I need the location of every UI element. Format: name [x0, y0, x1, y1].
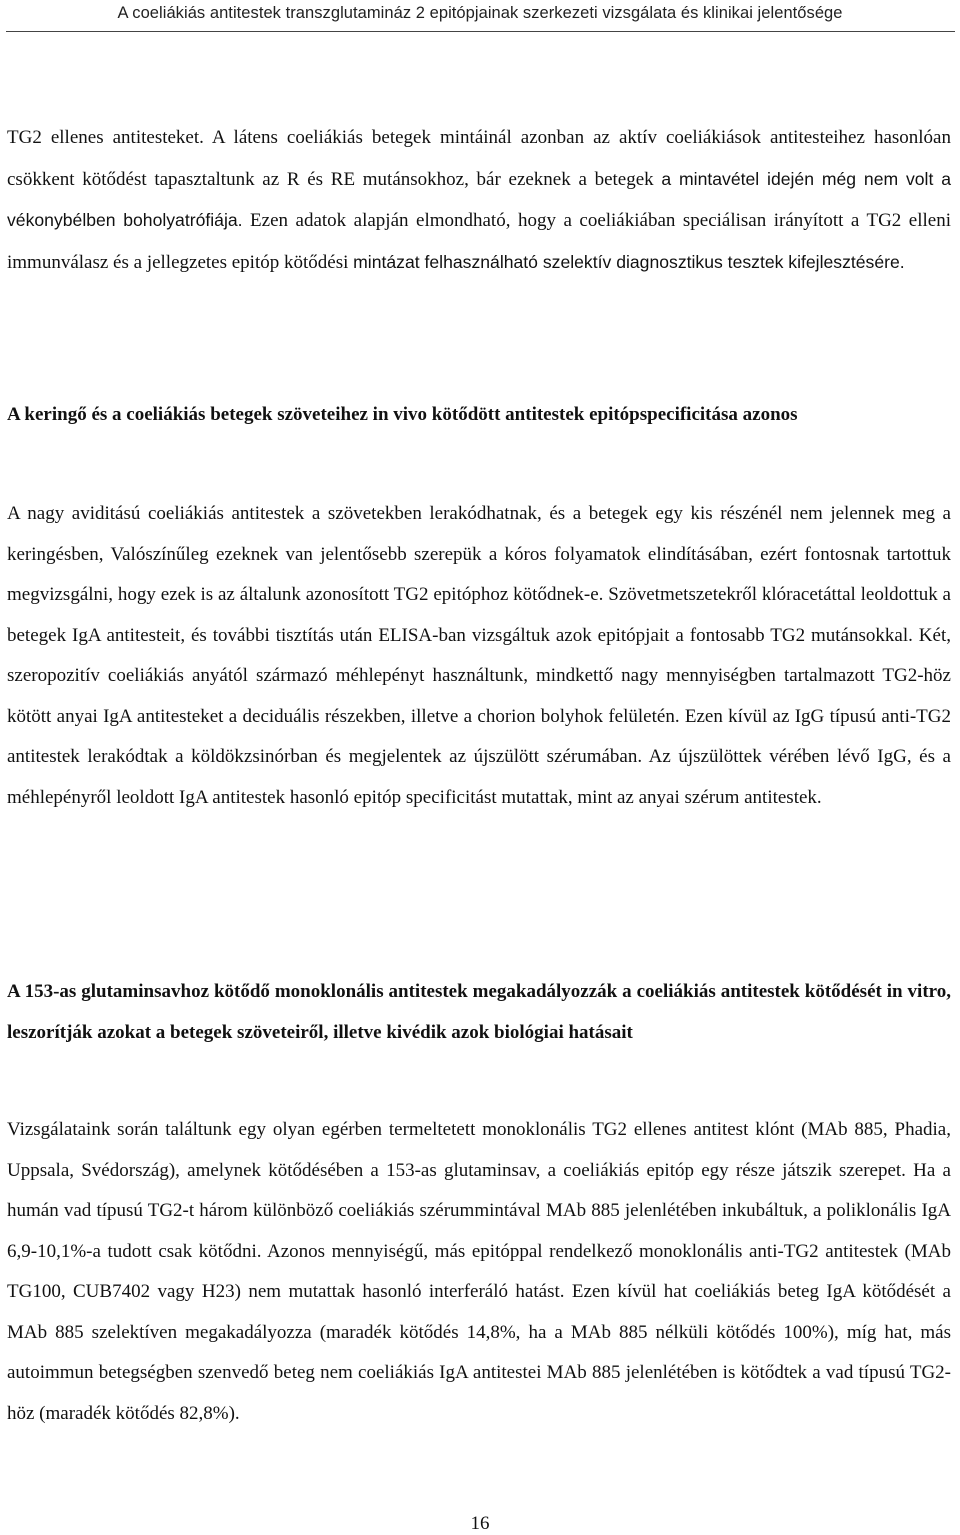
intro-paragraph: [7, 118, 951, 283]
intro-text-part-1: TG2 ellenes antitesteket. A látens coeliákiás betegek mintáinál azonban az aktív coeliákiások antitesteihez hasonlóan csökkent kötődést tapasztaltunk az R és RE mutánsokhoz, bár ezeknek a betegek: [7, 127, 951, 190]
intro-text-part-3: Ezen adatok alapján elmondható, hogy a coeliákiában speciálisan irányított a TG2 elleni immunválasz és a jellegzetes epitóp kötődési: [7, 210, 951, 273]
section-2-paragraph: Vizsgálataink során találtunk egy olyan egérben termeltetett monoklonális TG2 ellenes antitest klónt (MAb 885, Phadia, Uppsala, Svédország), amelynek kötődésében a 153-as glutaminsav, a coeliákiás epitóp egy része játszik szerepet. Ha a humán vad típusú TG2-t három különböző coeliákiás szérummintával MAb 885 jelenlétében inkubáltuk, a poliklonális IgA 6,9-10,1%-a tudott csak kötődni. Azonos mennyiségű, más epitóppal rendelkező monoklonális anti-TG2 antitestek (MAb TG100, CUB7402 vagy H23) nem mutattak hasonló interferáló hatást. Ezen kívül hat coeliákiás beteg IgA kötődését a MAb 885 szelektíven megakadályozza (maradék kötődés 14,8%, ha a MAb 885 nélküli kötődés 100%), míg hat, más autoimmun betegségben szenvedő beteg nem coeliákiás IgA antitestei MAb 885 jelenlétében is kötődtek a vad típusú TG2-höz (maradék kötődés 82,8%).: [7, 1119, 951, 1424]
page-number: 16: [470, 1513, 490, 1534]
section-2-heading: A 153-as glutaminsavhoz kötődő monoklonális antitestek megakadályozzák a coeliákiás antitestek kötődését in vitro, leszorítják azokat a betegek szöveteiről, illetve kivédik azok biológiai hatásait: [7, 981, 951, 1043]
intro-text-part-2: a mintavétel idején még nem volt a vékonybélben boholyatrófiája.: [7, 168, 951, 231]
running-header: A coeliákiás antitestek transzglutamináz 2 epitópjainak szerkezeti vizsgálata és klinikai jelentősége: [117, 4, 843, 22]
intro-text-part-4: mintázat felhasználható szelektív diagnosztikus tesztek kifejlesztésére.: [353, 251, 905, 272]
header-divider: [6, 31, 955, 32]
section-1-heading: A keringő és a coeliákiás betegek szöveteihez in vivo kötődött antitestek epitópspecificitása azonos: [7, 404, 798, 425]
section-1-paragraph: A nagy aviditású coeliákiás antitestek a szövetekben lerakódhatnak, és a betegek egy kis részénél nem jelennek meg a keringésben, Valószínűleg ezeknek van jelentősebb szerepük a kóros folyamatok elindításában, ezért fontosnak tartottuk megvizsgálni, hogy ezek is az általunk azonosított TG2 epitóphoz kötődnek-e. Szövetmetszetekről klóracetáttal leoldottuk a betegek IgA antitesteit, és további tisztítás után ELISA-ban vizsgáltuk azok epitópjait a fontosabb TG2 mutánsokkal. Két, szeropozitív coeliákiás anyától származó méhlepényt használtunk, mindkettő nagy mennyiségben tartalmazott TG2-höz kötött anyai IgA antitesteket a deciduális részekben, illetve a chorion bolyhok felületén. Ezen kívül az IgG típusú anti-TG2 antitestek lerakódtak a köldökzsinórban és megjelentek az újszülött szérumában. Az újszülöttek vérében lévő IgG, és a méhlepényről leoldott IgA antitestek hasonló epitóp specificitást mutattak, mint az anyai szérum antitestek.: [7, 503, 951, 808]
